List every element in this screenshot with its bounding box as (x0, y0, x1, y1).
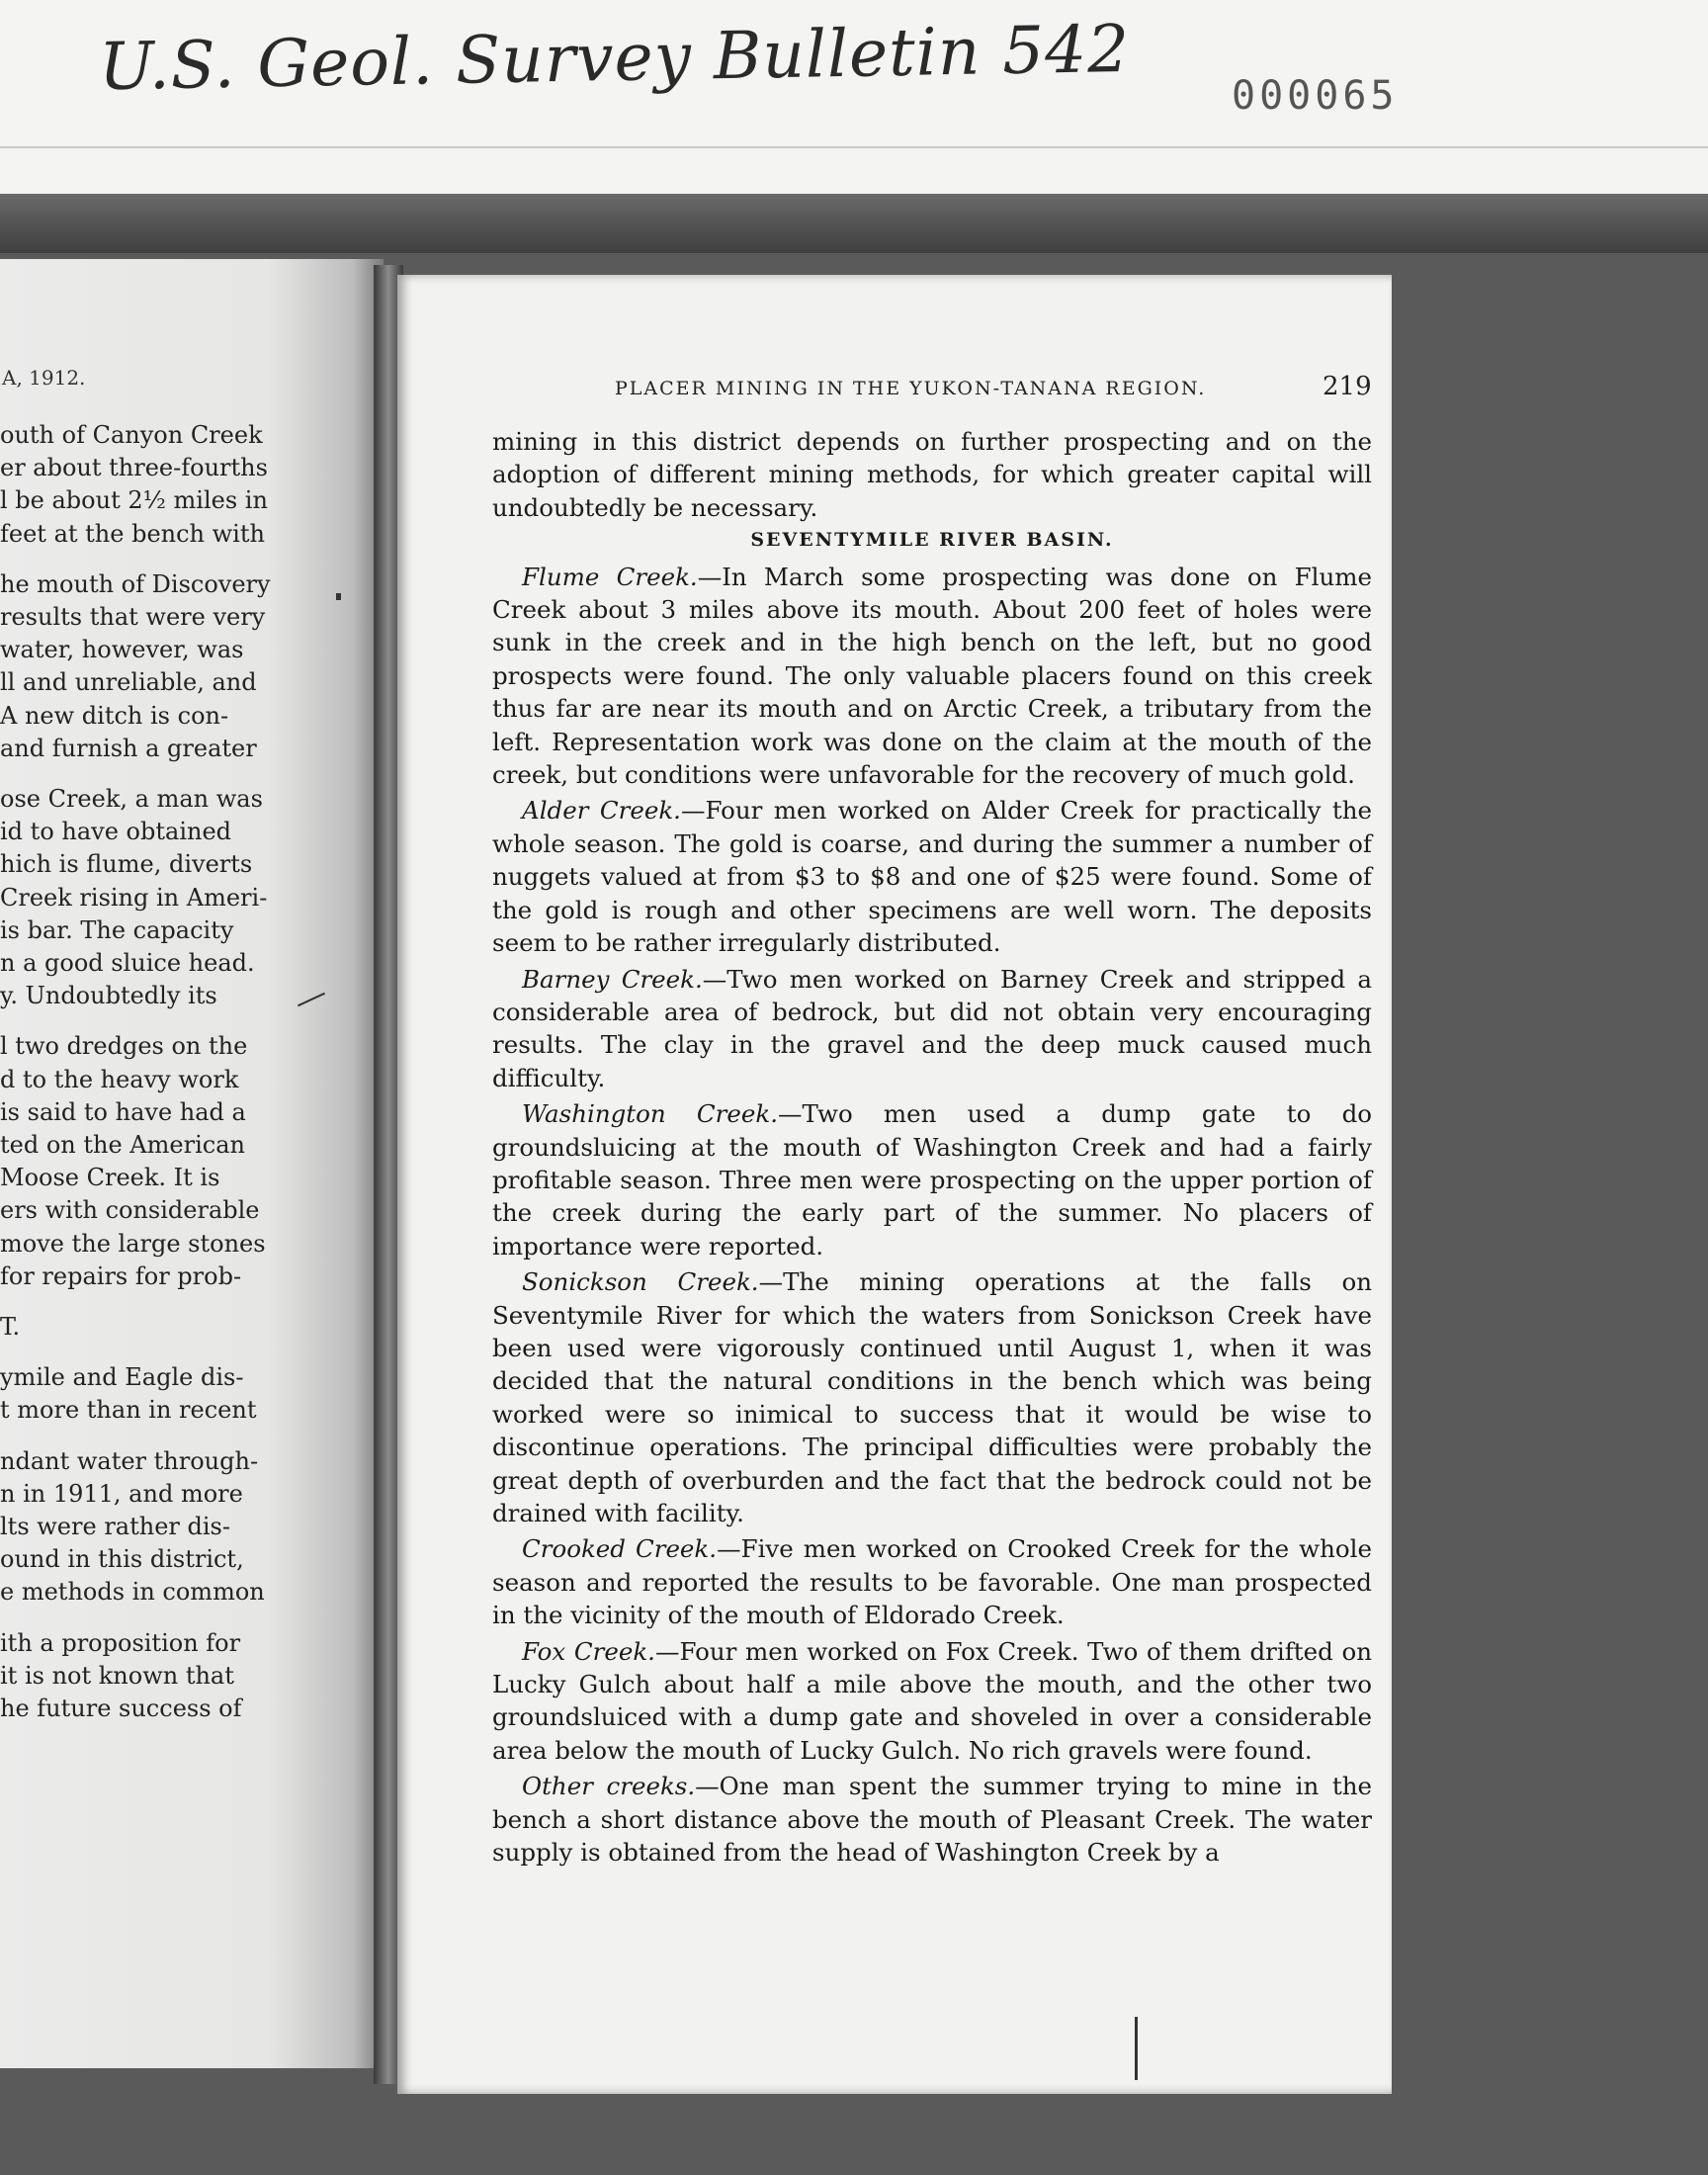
left-page-line: for repairs for prob- (0, 1262, 242, 1290)
creek-paragraph (492, 1265, 1372, 1529)
creek-name: Barney Creek. (522, 964, 703, 994)
running-head: PLACER MINING IN THE YUKON-TANANA REGION. (615, 378, 1207, 399)
left-page-line: ers with considerable (0, 1196, 260, 1225)
left-page (0, 259, 384, 2068)
left-page-line: lts were rather dis- (0, 1513, 230, 1540)
stamp-number: 000065 (1232, 73, 1399, 119)
paragraph-text: —One man spent the summer trying to mine in the bench a short distance above the mouth of Pleasant Creek. The water supply is obtained from the head of Washington Creek by a (492, 1772, 1372, 1868)
left-page-line: A new ditch is con- (0, 701, 229, 730)
left-page-line: move the large stones (0, 1229, 266, 1258)
left-page-line: d to the heavy work (0, 1065, 239, 1093)
left-page-line: Moose Creek. It is (0, 1164, 220, 1192)
left-page-line: is said to have had a (0, 1097, 246, 1126)
left-page-line: er about three-fourths (0, 454, 268, 482)
left-page-line: n a good sluice head. (0, 949, 255, 977)
left-page-line: ted on the American (0, 1131, 245, 1159)
creek-paragraph (492, 1770, 1372, 1869)
creek-paragraph (492, 963, 1372, 1095)
left-page-line: ll and unreliable, and (0, 668, 257, 697)
left-page-line: he future success of (0, 1695, 242, 1722)
left-page-line: feet at the bench with (0, 519, 265, 548)
left-page-header: A, 1912. (2, 366, 86, 390)
left-page-line: ndant water through- (0, 1446, 259, 1475)
left-page-line: Creek rising in Ameri- (0, 883, 268, 912)
left-page-line: ymile and Eagle dis- (0, 1363, 244, 1392)
creek-paragraph (492, 1635, 1372, 1768)
page-number: 219 (1323, 372, 1372, 401)
left-page-line: e methods in common (0, 1578, 265, 1607)
left-page-line: ound in this district, (0, 1545, 244, 1574)
paragraph-text: —Two men used a dump gate to do groundsluicing at the mouth of Washington Creek and had a fairly profitable season. Three men were prospecting on the upper portion of the creek during the early part of the summer. No placers of importance were reported. (492, 1099, 1373, 1261)
left-page-line: l two dredges on the (0, 1032, 248, 1061)
torn-edge (0, 194, 1708, 253)
left-page-line: hich is flume, diverts (0, 850, 253, 879)
section-heading: SEVENTYMILE RIVER BASIN. (750, 529, 1114, 552)
paragraph-text: —Two men worked on Barney Creek and stripped a considerable area of bedrock, but did not obtain very encouraging results. The clay in the gravel and the deep muck caused much difficulty. (492, 964, 1372, 1092)
left-page-line: it is not known that (0, 1661, 234, 1690)
left-page-line: and furnish a greater (0, 734, 257, 762)
left-page-line: results that were very (0, 603, 266, 631)
left-page-line: id to have obtained (0, 818, 232, 846)
creek-name: Fox Creek. (522, 1636, 655, 1666)
creek-name: Alder Creek. (522, 796, 681, 826)
left-page-line: n in 1911, and more (0, 1479, 243, 1508)
left-page-line: ose Creek, a man was (0, 785, 263, 813)
creek-paragraph (492, 561, 1372, 792)
left-page-line: y. Undoubtedly its (0, 982, 217, 1010)
paragraph-text: —In March some prospecting was done on Flume Creek about 3 miles above its mouth. About 200 feet of holes were sunk in the creek and in the high bench on the left, but no good prospects were found. The only valuable placers found on this creek thus far are near its mouth and on Arctic Creek, a tributary from the left. Representation work was done on the claim at the mouth of the creek, but conditions were unfavorable for the recovery of much gold. (492, 562, 1372, 790)
creek-name: Other creeks. (522, 1772, 696, 1801)
left-page-line: outh of Canyon Creek (0, 421, 263, 449)
left-page-line: water, however, was (0, 636, 244, 664)
creek-name: Crooked Creek. (522, 1534, 718, 1564)
paragraph-list (492, 561, 1372, 1870)
opening-paragraph: mining in this district depends on further prospecting and on the adoption of different mining methods, for which greater capital will undoubtedly be necessary. (492, 427, 1372, 522)
left-page-line: is bar. The capacity (0, 915, 234, 944)
left-page-line: ith a proposition for (0, 1628, 241, 1657)
creek-name: Flume Creek. (522, 562, 698, 591)
creek-name: Washington Creek. (522, 1099, 779, 1129)
left-page-line: t more than in recent (0, 1396, 257, 1425)
paragraph-text: —The mining operations at the falls on Seventymile River for which the waters from Sonickson Creek have been used were vigorously continued until August 1, when it was decided that the natural conditions in the bench which was being worked were so inimical to success that it would be wise to discontinue operations. The principal difficulties were probably the great depth of overburden and the fact that the bedrock could not be drained with facility. (492, 1267, 1372, 1527)
creek-name: Sonickson Creek. (522, 1267, 759, 1297)
creek-paragraph (492, 1097, 1372, 1262)
left-page-line: l be about 2½ miles in (0, 486, 268, 515)
body-text (492, 425, 1372, 1869)
left-page-line: T. (0, 1313, 21, 1341)
margin-mark (336, 593, 341, 600)
margin-mark (1135, 2017, 1138, 2080)
creek-paragraph (492, 1532, 1372, 1631)
creek-paragraph (492, 794, 1372, 959)
paragraph-text: —Four men worked on Fox Creek. Two of them drifted on Lucky Gulch about half a mile above the mouth, and the other two groundsluiced with a dump gate and shoveled in over a considerable area below the mouth of Lucky Gulch. No rich gravels were found. (492, 1636, 1372, 1765)
paragraph-text: —Four men worked on Alder Creek for practically the whole season. The gold is coarse, and during the summer a number of nuggets valued at from $3 to $8 and one of $25 were found. Some of the gold is rough and other specimens are well worn. The deposits seem to be rather irregularly distributed. (492, 796, 1372, 958)
handwritten-annotation: U.S. Geol. Survey Bulletin 542 (98, 10, 1131, 106)
left-page-line: he mouth of Discovery (0, 569, 271, 598)
paragraph-text: —Five men worked on Crooked Creek for the whole season and reported the results to be favorable. One man prospected in the vicinity of the mouth of Eldorado Creek. (492, 1534, 1372, 1630)
ruled-line (0, 146, 1708, 148)
